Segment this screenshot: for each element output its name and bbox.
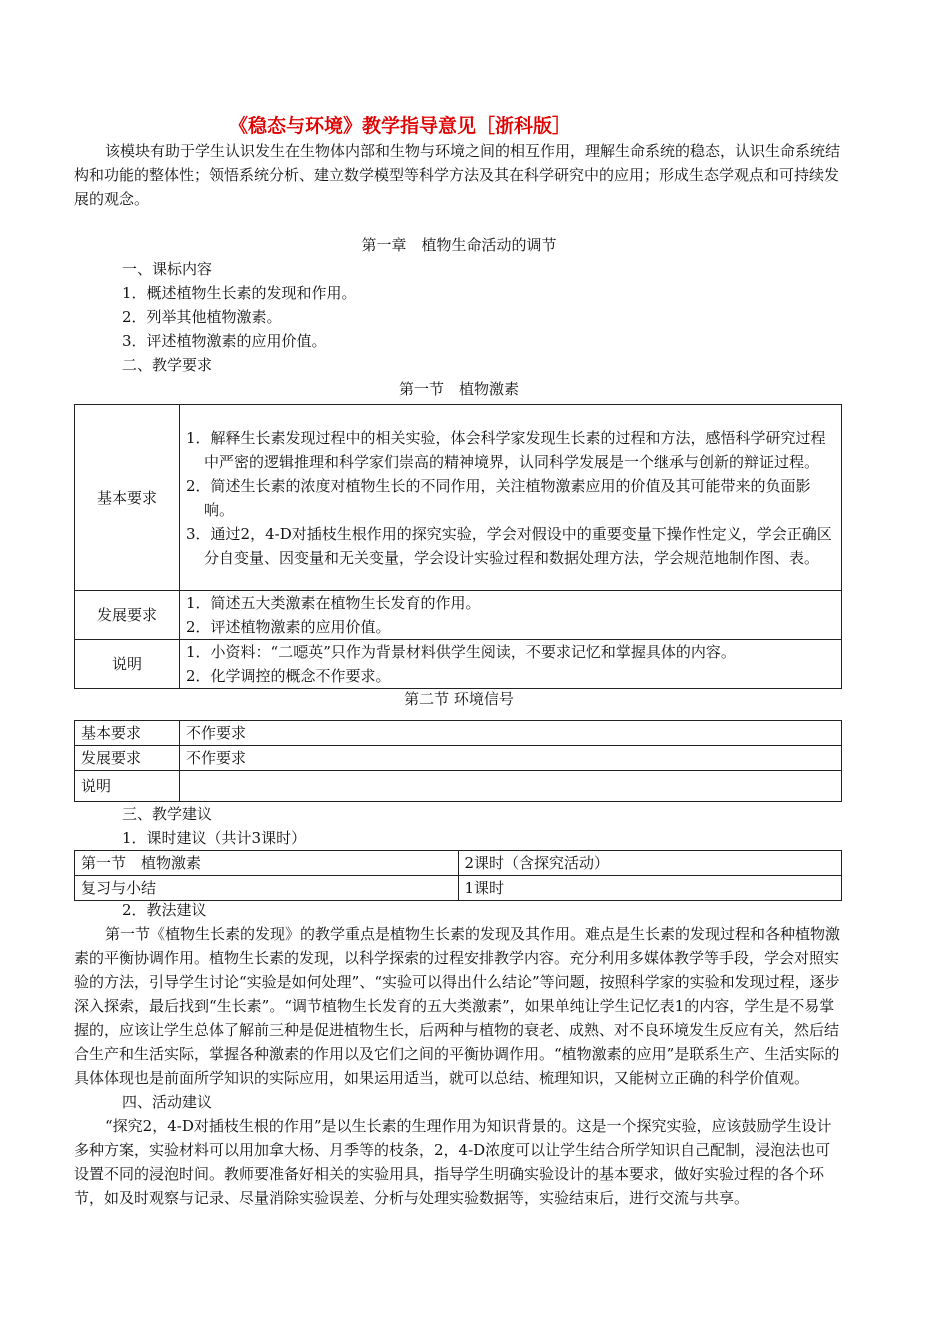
development-requirements-cell xyxy=(180,591,842,640)
table-row xyxy=(75,851,842,876)
table-row xyxy=(75,746,842,771)
row-label-development: 发展要求 xyxy=(75,591,180,640)
section-heading-requirements: 二、教学要求 xyxy=(122,356,213,374)
row-label-note: 说明 xyxy=(75,640,180,689)
method-section xyxy=(74,898,844,1210)
table-row xyxy=(75,771,842,802)
requirement-item: 1．简述五大类激素在植物生长发育的作用。 xyxy=(186,594,481,612)
row-label: 说明 xyxy=(75,771,180,802)
section-heading-activity: 四、活动建议 xyxy=(122,1093,213,1111)
note-item: 1．小资料：“二噁英”只作为背景材料供学生阅读，不要求记忆和掌握具体的内容。 xyxy=(186,643,736,661)
row-value: 不作要求 xyxy=(180,721,842,746)
hours-section: 复习与小结 xyxy=(75,876,459,901)
row-value xyxy=(180,771,842,802)
requirement-item: 2．评述植物激素的应用价值。 xyxy=(186,618,391,636)
standard-item: 3．评述植物激素的应用价值。 xyxy=(122,332,327,350)
standard-item: 2．列举其他植物激素。 xyxy=(122,308,282,326)
chapter-heading: 第一章 植物生命活动的调节 xyxy=(361,236,557,254)
activity-paragraph: “探究2，4-D对插枝生根的作用”是以生长素的生理作用为知识背景的。这是一个探究实验，应该鼓励学生设计多种方案，实验材料可以用加拿大杨、月季等的枝条，2，4-D浓度可以让学生结合所学知识自己配制，浸泡法也可设置不同的浸泡时间。教师要准备好相关的实验用具，指导学生明确实验设计的基本要求，做好实验过程的各个环节，如及时观察与记录、尽量消除实验误差、分析与处理实验数据等，实验结束后，进行交流与共享。 xyxy=(74,1117,832,1207)
requirement-item: 1．解释生长素发现过程中的相关实验，体会科学家发现生长素的过程和方法，感悟科学研究过程中严密的逻辑推理和科学家们崇高的精神境界，认同科学发展是一个继承与创新的辩证过程。 xyxy=(186,428,826,471)
note-cell xyxy=(180,640,842,689)
table-row xyxy=(75,591,842,640)
intro-paragraph: 该模块有助于学生认识发生在生物体内部和生物与环境之间的相互作用，理解生命系统的稳态，认识生命系统结构和功能的整体性；领悟系统分析、建立数学模型等科学方法及其在科学研究中的应用；形成生态学观点和可持续发展的观念。 xyxy=(74,142,841,208)
requirement-item: 2．简述生长素的浓度对植物生长的不同作用，关注植物激素应用的价值及其可能带来的负面影响。 xyxy=(186,476,811,519)
subsection-method: 2．教法建议 xyxy=(122,901,207,919)
basic-requirements-cell xyxy=(180,405,842,591)
teaching-suggestions xyxy=(74,802,844,850)
chapter-1 xyxy=(74,233,844,401)
hours-value: 1课时 xyxy=(458,876,842,901)
table-row xyxy=(75,640,842,689)
section-1-title: 第一节 植物激素 xyxy=(398,380,519,398)
note-item: 2．化学调控的概念不作要求。 xyxy=(186,667,391,685)
row-label-basic: 基本要求 xyxy=(75,405,180,591)
hours-section: 第一节 植物激素 xyxy=(75,851,459,876)
row-label: 基本要求 xyxy=(75,721,180,746)
hours-value: 2课时（含探究活动） xyxy=(458,851,842,876)
document-title: 《稳态与环境》教学指导意见［浙科版］ xyxy=(228,115,571,137)
table-row xyxy=(75,405,842,591)
standard-item: 1．概述植物生长素的发现和作用。 xyxy=(122,284,357,302)
subsection-hours: 1．课时建议（共计3课时） xyxy=(122,829,307,847)
section-2-title: 第二节 环境信号 xyxy=(404,690,514,708)
row-value: 不作要求 xyxy=(180,746,842,771)
requirements-table-section-1 xyxy=(74,404,842,689)
requirements-table-section-2 xyxy=(74,720,842,802)
table-row xyxy=(75,876,842,901)
section-heading-suggestions: 三、教学建议 xyxy=(122,805,213,823)
table-row xyxy=(75,721,842,746)
row-label: 发展要求 xyxy=(75,746,180,771)
hours-table xyxy=(74,850,842,901)
requirement-item: 3．通过2，4-D对插枝生根作用的探究实验，学会对假设中的重要变量下操作性定义，学会正确区分自变量、因变量和无关变量，学会设计实验过程和数据处理方法，学会规范地制作图、表。 xyxy=(186,524,832,567)
section-heading-standards: 一、课标内容 xyxy=(122,260,213,278)
method-paragraph: 第一节《植物生长素的发现》的教学重点是植物生长素的发现及其作用。难点是生长素的发现过程和各种植物激素的平衡协调作用。植物生长素的发现，以科学探索的过程安排教学内容。充分利用多媒体教学等手段，学会对照实验的方法，引导学生讨论“实验是如何处理”、“实验可以得出什么结论”等问题，按照科学家的实验和发现过程，逐步深入探索，最后找到“生长素”。“调节植物生长发育的五大类激素”，如果单纯让学生记忆表1的内容，学生是不易掌握的，应该让学生总体了解前三种是促进植物生长，后两种与植物的衰老、成熟、对不良环境发生反应有关，然后结合生产和生活实际，掌握各种激素的作用以及它们之间的平衡协调作用。“植物激素的应用”是联系生产、生活实际的具体体现也是前面所学知识的实际应用，如果运用适当，就可以总结、梳理知识，又能树立正确的科学价值观。 xyxy=(74,925,841,1087)
